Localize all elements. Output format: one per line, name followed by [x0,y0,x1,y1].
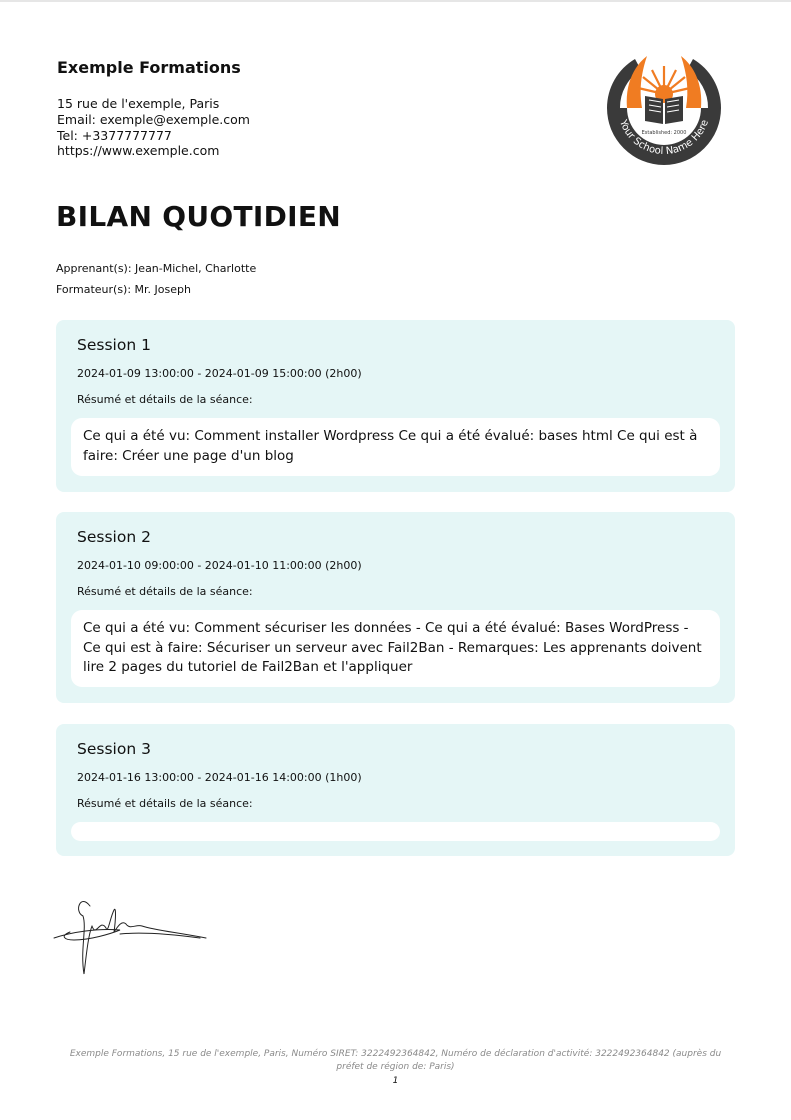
session-datetime: 2024-01-10 09:00:00 - 2024-01-10 11:00:00 (2h00) [77,559,362,572]
session-card [56,512,735,703]
address-line: 15 rue de l'exemple, Paris [57,96,220,111]
company-name: Exemple Formations [57,58,241,77]
phone-line: Tel: +3377777777 [57,127,172,143]
top-border [0,0,791,2]
session-summary [71,822,720,841]
session-title: Session 3 [77,740,151,758]
session-title: Session 1 [77,336,151,354]
session-summary: Ce qui a été vu: Comment installer Wordpress Ce qui a été évalué: bases html Ce qui est à faire: Créer une page d'un blog [71,418,720,476]
trainer-line: Formateur(s): Mr. Joseph [56,283,191,296]
signature-image [50,888,215,980]
session-summary-label: Résumé et détails de la séance: [77,585,253,598]
company-address [57,96,250,159]
session-card [56,724,735,856]
session-datetime: 2024-01-16 13:00:00 - 2024-01-16 14:00:00 (1h00) [77,771,362,784]
session-datetime: 2024-01-09 13:00:00 - 2024-01-09 15:00:00 (2h00) [77,367,362,380]
email-line: Email: exemple@exemple.com [57,111,250,127]
session-summary-label: Résumé et détails de la séance: [77,797,253,810]
footer-legal: Exemple Formations, 15 rue de l'exemple, Paris, Numéro SIRET: 3222492364842, Numéro de déclaration d'activité: 3222492364842 (auprès du préfet de région de: Paris) [69,1049,722,1072]
session-summary: Ce qui a été vu: Comment sécuriser les données - Ce qui a été évalué: Bases WordPress - Ce qui est à faire: Sécuriser un serveur avec Fail2Ban - Remarques: Les apprenants doivent lire 2 pages du tutoriel de Fail2Ban et l'appliquer [71,610,720,687]
school-logo [601,44,727,172]
session-summary-label: Résumé et détails de la séance: [77,393,253,406]
page-number: 1 [392,1076,399,1086]
learners-line: Apprenant(s): Jean-Michel, Charlotte [56,262,257,275]
session-card [56,320,735,492]
document-title: BILAN QUOTIDIEN [56,200,342,233]
logo-arc-text: Your School Name Here [617,118,711,158]
session-title: Session 2 [77,528,151,546]
website-line: https://www.exemple.com [57,143,220,159]
logo-established-text: Established: 2000 [641,130,687,136]
document-meta [56,258,256,300]
